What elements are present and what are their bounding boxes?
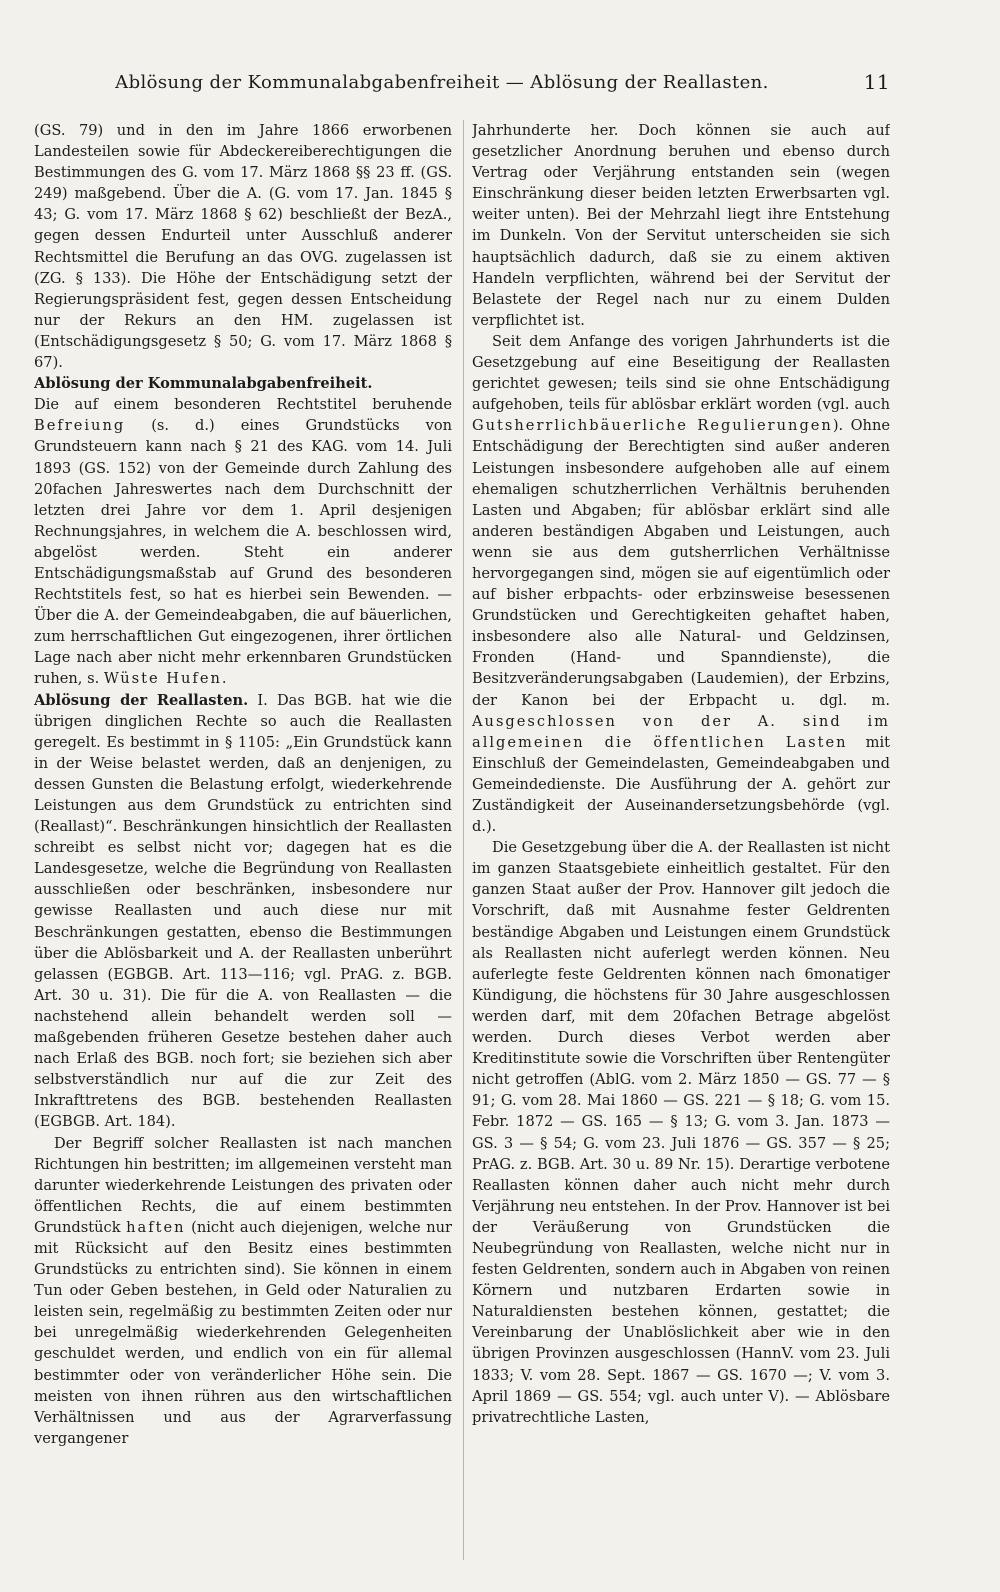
left-column [34, 120, 452, 1574]
spaced-term: Befreiung [34, 417, 126, 435]
paragraph [472, 331, 890, 837]
text-run: ). Ohne Entschädigung der Berechtigten sind außer anderen Leistungen insbesondere aufgehoben alle auf einem ehemaligen schutzherrlichen Verhältnis beruhenden Lasten und Abgaben; für ablösbar erklärt sind alle anderen beständigen Abgaben und Leistungen, auch wenn sie aus dem gutsherrlichen Verhältnisse hervorgegangen sind, mögen sie auf eigentümlich oder auf bisher erbpachts- oder erbzinsweise besessenen Grundstücken und Gerechtigkeiten gehaftet haben, insbesondere also alle Natural- und Geldzinsen, Fronden (Hand- und Spanndienste), die Besitzveränderungsabgaben (Laudemien), der Erbzins, der Kanon bei der Erbpacht u. dgl. m. [472, 417, 890, 709]
running-header [34, 68, 890, 96]
text-run: mit Einschluß der Gemeindelasten, Gemeindeabgaben und Gemeindedienste. Die Ausführung der A. gehört zur Zuständigkeit der Auseinandersetzungsbehörde (vgl. d.). [472, 733, 890, 836]
column-divider [463, 120, 464, 1560]
page-number: 11 [863, 70, 890, 94]
paragraph [34, 1133, 452, 1449]
header-title: Ablösung der Kommunalabgabenfreiheit — Ablösung der Reallasten. [115, 71, 769, 93]
spaced-term: Ausgeschlossen von der A. sind im allgemeinen die öffentlichen Lasten [472, 712, 890, 751]
paragraph: Die Gesetzgebung über die A. der Reallasten ist nicht im ganzen Staatsgebiete einheitlich gestaltet. Für den ganzen Staat außer der Prov. Hannover gilt jedoch die Vorschrift, daß mit Ausnahme fester Geldrenten beständige Abgaben und Leistungen einem Grundstück als Reallasten nicht auferlegt werden können. Neu auferlegte feste Geldrenten können nach 6monatiger Kündigung, die höchstens für 30 Jahre ausgeschlossen werden darf, mit dem 20fachen Betrage abgelöst werden. Durch dieses Verbot werden aber Kreditinstitute sowie die Vorschriften über Rentengüter nicht getroffen (AblG. vom 2. März 1850 — GS. 77 — § 91; G. vom 28. Mai 1860 — GS. 221 — § 18; G. vom 15. Febr. 1872 — GS. 165 — § 13; G. vom 3. Jan. 1873 — GS. 3 — § 54; G. vom 23. Juli 1876 — GS. 357 — § 25; PrAG. z. BGB. Art. 30 u. 89 Nr. 15). Derartige verbotene Reallasten können daher auch nicht mehr durch Verjährung neu entstehen. In der Prov. Hannover ist bei der Veräußerung von Grundstücken die Neubegründung von Reallasten, welche nicht nur in festen Geldrenten, sondern auch in Abgaben von reinen Körnern und nutzbaren Erdarten sowie in Naturaldiensten bestehen können, gestattet; die Vereinbarung der Unablöslichkeit aber wie in den übrigen Provinzen ausgeschlossen (HannV. vom 23. Juli 1833; V. vom 28. Sept. 1867 — GS. 1670 —; V. vom 3. April 1869 — GS. 554; vgl. auch unter V). — Ablösbare privatrechtliche Lasten, [472, 839, 890, 1426]
text-run: Der Begriff solcher Reallasten ist nach manchen Richtungen hin bestritten; im allgemeinen versteht man darunter wiederkehrende Leistungen des privaten oder öffentlichen Rechts, die auf einem bestimmten Grundstück [34, 1134, 452, 1236]
heading-kommunalabgabenfreiheit: Ablösung der Kommunalabgabenfreiheit. [34, 375, 373, 393]
spaced-term: Gutsherrlichbäuerliche Regulierungen [472, 417, 833, 435]
spaced-term: haften [126, 1218, 186, 1236]
paragraph [34, 394, 452, 689]
right-column [472, 120, 890, 1574]
text-run: (s. d.) eines Grundstücks von Grundsteuern kann nach § 21 des KAG. vom 14. Juli 1893 (GS. 152) von der Gemeinde durch Zahlung des 20fachen Jahreswertes nach dem Durchschnitt der letzten drei Jahre vor dem 1. April desjenigen Rechnungsjahres, in welchem die A. beschlossen wird, abgelöst werden. Steht ein anderer Entschädigungsmaßstab auf Grund des besonderen Rechtstitels fest, so hat es hierbei sein Bewenden. — Über die A. der Gemeindeabgaben, die auf bäuerlichen, zum herrschaftlichen Gut eingezogenen, ihrer örtlichen Lage nach aber nicht mehr erkennbaren Grundstücken ruhen, s. [34, 417, 452, 688]
text-run: Die auf einem besonderen Rechtstitel beruhende [34, 396, 452, 414]
spaced-term: Wüste Hufen. [103, 670, 229, 688]
text-run: I. Das BGB. hat wie die übrigen dinglichen Rechte so auch die Reallasten geregelt. Es bestimmt in § 1105: „Ein Grundstück kann in der Weise belastet werden, daß an denjenigen, zu dessen Gunsten die Belastung erfolgt, wiederkehrende Leistungen aus dem Grundstück zu entrichten sind (Reallast)“. Beschränkungen hinsichtlich der Reallasten schreibt es selbst nicht vor; dagegen hat es die Landesgesetze, welche die Begründung von Reallasten ausschließen oder beschränken, insbesondere nur gewisse Reallasten und auch diese nur mit Beschränkungen gestatten, ebenso die Bestimmungen über die Ablösbarkeit und A. der Reallasten unberührt gelassen (EGBGB. Art. 113—116; vgl. PrAG. z. BGB. Art. 30 u. 31). Die für die A. von Reallasten — die nachstehend allein behandelt werden soll — maßgebenden früheren Gesetze bestehen daher auch nach Erlaß des BGB. noch fort; sie beziehen sich aber selbstverständlich nur auf die zur Zeit des Inkrafttretens des BGB. bestehenden Reallasten (EGBGB. Art. 184). [34, 691, 452, 1131]
text-run: Seit dem Anfange des vorigen Jahrhunderts ist die Gesetzgebung auf eine Beseitigung der Reallasten gerichtet gewesen; teils sind sie ohne Entschädigung aufgehoben, teils für ablösbar erklärt worden (vgl. auch [472, 332, 890, 414]
section-heading [34, 373, 452, 394]
text-run: (nicht auch diejenigen, welche nur mit Rücksicht auf den Besitz eines bestimmten Grundstücks zu entrichten sind). Sie können in einem Tun oder Geben bestehen, in Geld oder Naturalien zu leisten sein, regelmäßig zu bestimmten Zeiten oder nur bei unregelmäßig wiederkehrenden Gelegenheiten geschuldet werden, und endlich von ein für allemal bestimmter oder von veränderlicher Höhe sein. Die meisten von ihnen rühren aus den wirtschaftlichen Verhältnissen und aus der Agrarverfassung vergangener [34, 1218, 452, 1447]
paragraph: (GS. 79) und in den im Jahre 1866 erworbenen Landesteilen sowie für Abdeckereiberechtigungen die Bestimmungen des G. vom 17. März 1868 §§ 23 ff. (GS. 249) maßgebend. Über die A. (G. vom 17. Jan. 1845 § 43; G. vom 17. März 1868 § 62) beschließt der BezA., gegen dessen Endurteil unter Ausschluß anderer Rechtsmittel die Berufung an das OVG. zugelassen ist (ZG. § 133). Die Höhe der Entschädigung setzt der Regierungspräsident fest, gegen dessen Entscheidung nur der Rekurs an den HM. zugelassen ist (Entschädigungsgesetz § 50; G. vom 17. März 1868 § 67). [34, 122, 452, 372]
heading-reallasten: Ablösung der Reallasten. [34, 691, 249, 709]
paragraph: Jahrhunderte her. Doch können sie auch auf gesetzlicher Anordnung beruhen und ebenso durch Vertrag oder Verjährung entstanden sein (wegen Einschränkung dieser beiden letzten Erwerbsarten vgl. weiter unten). Bei der Mehrzahl liegt ihre Entstehung im Dunkeln. Von der Servitut unterscheiden sie sich hauptsächlich dadurch, daß sie zu einem aktiven Handeln verpflichten, während bei der Servitut der Belastete der Regel nach nur zu einem Dulden verpflichtet ist. [472, 122, 890, 329]
paragraph [34, 690, 452, 1133]
